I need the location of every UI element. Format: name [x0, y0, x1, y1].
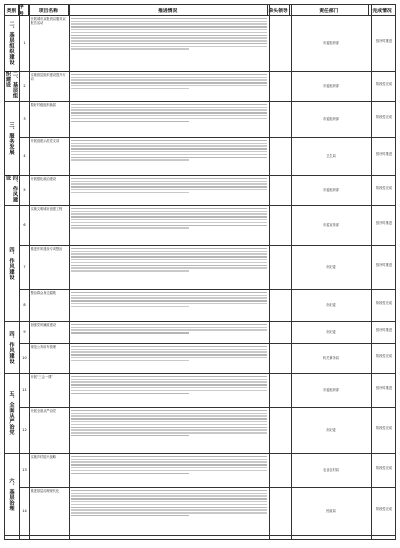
- details-text: [71, 345, 267, 372]
- row-index: 7: [23, 265, 26, 269]
- text-line: [71, 151, 267, 152]
- text-line: [71, 104, 267, 105]
- text-line: [71, 507, 267, 508]
- text-line: [71, 470, 267, 471]
- project-name: 开展强化政治建设: [30, 177, 56, 181]
- category-label: 六、基层治理: [8, 477, 15, 511]
- text-line: [71, 248, 267, 249]
- responsible-dept: 市委组织部: [323, 41, 339, 45]
- text-line: [71, 213, 267, 214]
- text-line: [71, 259, 267, 260]
- status-cell: 按序时推进: [376, 39, 392, 43]
- status-cell: 阶段性完成: [376, 186, 392, 190]
- status-cell: 阶段性完成: [376, 354, 392, 358]
- text-line: [71, 512, 267, 513]
- responsible-dept: 机关事务局: [323, 356, 339, 360]
- text-line: [71, 109, 267, 110]
- responsible-dept: 市委宣传部: [323, 223, 339, 227]
- text-line: [71, 40, 267, 41]
- text-line: [71, 381, 267, 382]
- text-line: [71, 23, 267, 24]
- text-line: [71, 387, 267, 388]
- text-line: [71, 349, 267, 350]
- row-index: 1: [23, 41, 26, 45]
- text-line: [71, 29, 267, 30]
- category-label: 三、服务发展: [8, 121, 15, 155]
- details-text: [71, 73, 267, 100]
- project-name: 加强党风廉政建设: [30, 323, 56, 327]
- responsible-dept: 民政局: [326, 509, 336, 513]
- responsible-dept: 市委组织部: [323, 388, 339, 392]
- text-line: [71, 303, 267, 304]
- text-line: [71, 429, 267, 430]
- text-line: [71, 43, 267, 44]
- text-line: [71, 295, 267, 296]
- text-line: [71, 148, 267, 149]
- text-line: [71, 461, 267, 462]
- text-line: [71, 154, 267, 155]
- project-name: 开展“三会一课”: [30, 375, 53, 379]
- category-divider: [5, 535, 19, 536]
- grid-line: [269, 5, 270, 539]
- project-name: 做好村级组织换届: [30, 103, 56, 107]
- text-line: [71, 74, 267, 75]
- responsible-dept: 市纪委: [326, 330, 336, 334]
- row-index: 8: [23, 303, 26, 307]
- responsible-dept: 农业农村局: [323, 468, 339, 472]
- row-index: 5: [23, 188, 26, 192]
- status-cell: 阶段性完成: [376, 115, 392, 119]
- status-cell: 按序时推进: [376, 328, 392, 332]
- responsible-dept: 市纪委: [326, 428, 336, 432]
- text-line: [71, 88, 189, 89]
- details-text: [71, 323, 267, 342]
- text-line: [71, 515, 189, 516]
- text-line: [71, 157, 267, 158]
- project-name: 规范公务用车管理: [30, 345, 56, 349]
- details-text: [71, 103, 267, 136]
- details-text: [71, 489, 267, 534]
- row-index: 10: [22, 356, 27, 360]
- row-index: 3: [23, 117, 26, 121]
- details-text: [71, 375, 267, 406]
- row-index: 4: [23, 154, 26, 158]
- text-line: [71, 181, 267, 182]
- row-index: 6: [23, 223, 26, 227]
- text-line: [71, 262, 267, 263]
- row-index: 9: [23, 330, 26, 334]
- text-line: [71, 37, 267, 38]
- status-cell: 阶段性完成: [376, 301, 392, 305]
- status-cell: 阶段性完成: [376, 507, 392, 511]
- text-line: [71, 140, 267, 141]
- text-line: [71, 300, 267, 301]
- project-name: 推进基层治理现代化: [30, 489, 60, 493]
- category-label: 四、作风建设: [8, 246, 15, 280]
- text-line: [71, 216, 267, 217]
- text-line: [71, 192, 189, 193]
- text-line: [71, 208, 267, 209]
- text-line: [71, 18, 267, 19]
- project-name: 开展创建示范党支部: [30, 139, 60, 143]
- category-label: 二、基层组织建设: [8, 21, 15, 65]
- category-label: 四、作风建设: [5, 175, 18, 203]
- details-text: [71, 291, 267, 320]
- text-line: [71, 459, 267, 460]
- details-text: [71, 17, 267, 70]
- row-index: 14: [22, 509, 27, 513]
- details-text: [71, 247, 267, 288]
- text-line: [71, 332, 189, 333]
- responsible-dept: 市委组织部: [323, 84, 339, 88]
- text-line: [71, 390, 267, 391]
- header-project: 项目名称: [29, 5, 69, 15]
- responsible-dept: 市纪委: [326, 303, 336, 307]
- text-line: [71, 501, 267, 502]
- text-line: [71, 178, 267, 179]
- text-line: [71, 427, 267, 428]
- header-category: 类别: [5, 5, 19, 15]
- header-details: 推进情况: [69, 5, 268, 15]
- status-cell: 按序时推进: [376, 263, 392, 267]
- project-name: 实施基层组织建设提升行动: [30, 73, 66, 82]
- text-line: [71, 121, 189, 122]
- text-line: [71, 115, 267, 116]
- text-line: [71, 253, 267, 254]
- text-line: [71, 222, 267, 223]
- text-line: [71, 464, 267, 465]
- text-line: [71, 265, 267, 266]
- text-line: [71, 227, 189, 228]
- grid-line: [291, 5, 292, 539]
- text-line: [71, 410, 267, 411]
- grid-line: [69, 5, 70, 539]
- text-line: [71, 48, 189, 49]
- text-line: [71, 211, 267, 212]
- row-index: 11: [22, 388, 27, 392]
- responsible-dept: 市纪委: [326, 265, 336, 269]
- text-line: [71, 145, 267, 146]
- text-line: [71, 118, 267, 119]
- responsible-dept: 市委组织部: [323, 188, 339, 192]
- text-line: [71, 35, 267, 36]
- responsible-dept: 卫生局: [326, 154, 336, 158]
- text-line: [71, 495, 267, 496]
- details-text: [71, 207, 267, 244]
- details-text: [71, 409, 267, 452]
- text-line: [71, 267, 267, 268]
- details-text: [71, 455, 267, 486]
- text-line: [71, 79, 267, 80]
- text-line: [71, 504, 267, 505]
- text-line: [71, 357, 267, 358]
- text-line: [71, 143, 267, 144]
- category-label: 二、基层组织建设: [5, 71, 18, 99]
- text-line: [71, 379, 267, 380]
- header-dept: 责任部门: [290, 5, 370, 15]
- header-index: 序号: [19, 5, 29, 15]
- text-line: [71, 424, 267, 425]
- text-line: [71, 435, 189, 436]
- text-line: [71, 415, 267, 416]
- text-line: [71, 393, 189, 394]
- text-line: [71, 21, 267, 22]
- project-name: 实施文明城市创建工程: [30, 207, 63, 211]
- text-line: [71, 346, 267, 347]
- text-line: [71, 225, 267, 226]
- text-line: [71, 189, 267, 190]
- row-index: 13: [22, 468, 27, 472]
- status-cell: 阶段性完成: [376, 466, 392, 470]
- category-label: 五、全面从严治党: [8, 391, 15, 435]
- text-line: [71, 473, 189, 474]
- status-cell: 按序时推进: [376, 152, 392, 156]
- text-line: [71, 32, 267, 33]
- text-line: [71, 292, 267, 293]
- text-line: [71, 498, 267, 499]
- text-line: [71, 467, 267, 468]
- project-name: 推进作风建设专项整治: [30, 247, 63, 251]
- project-name: 开展城市双报到双服务双报告活动: [30, 17, 66, 26]
- text-line: [71, 418, 267, 419]
- text-line: [71, 432, 267, 433]
- text-line: [71, 490, 267, 491]
- status-cell: 阶段性完成: [376, 82, 392, 86]
- text-line: [71, 329, 267, 330]
- project-name: 开展全面从严治党: [30, 409, 56, 413]
- text-line: [71, 493, 267, 494]
- text-line: [71, 509, 267, 510]
- text-line: [71, 360, 189, 361]
- text-line: [71, 354, 267, 355]
- text-line: [71, 270, 189, 271]
- text-line: [71, 85, 267, 86]
- status-cell: 按序时推进: [376, 386, 392, 390]
- text-line: [71, 297, 267, 298]
- status-cell: 按序时推进: [376, 221, 392, 225]
- text-line: [71, 351, 267, 352]
- text-line: [71, 159, 189, 160]
- table-header: [5, 5, 395, 16]
- text-line: [71, 183, 267, 184]
- text-line: [71, 384, 267, 385]
- category-label: 四、作风建设: [8, 330, 15, 364]
- text-line: [71, 256, 267, 257]
- project-name: 整治群众身边腐败: [30, 291, 56, 295]
- text-line: [71, 456, 267, 457]
- report-table: [4, 4, 396, 540]
- responsible-dept: 市委组织部: [323, 117, 339, 121]
- text-line: [71, 251, 267, 252]
- details-text: [71, 177, 267, 204]
- text-line: [71, 46, 267, 47]
- text-line: [71, 107, 267, 108]
- text-line: [71, 327, 267, 328]
- text-line: [71, 306, 189, 307]
- text-line: [71, 77, 267, 78]
- row-divider: [19, 535, 395, 536]
- text-line: [71, 186, 267, 187]
- row-index: 12: [22, 428, 27, 432]
- text-line: [71, 82, 267, 83]
- row-index: 2: [23, 84, 26, 88]
- header-status: 完成情况: [372, 8, 392, 14]
- project-name: 实施乡村振兴战略: [30, 455, 56, 459]
- details-text: [71, 139, 267, 174]
- text-line: [71, 421, 267, 422]
- text-line: [71, 413, 267, 414]
- text-line: [71, 26, 267, 27]
- text-line: [71, 324, 267, 325]
- text-line: [71, 376, 267, 377]
- header-lead: 牵头领导: [268, 5, 290, 15]
- text-line: [71, 112, 267, 113]
- status-cell: 阶段性完成: [376, 426, 392, 430]
- text-line: [71, 219, 267, 220]
